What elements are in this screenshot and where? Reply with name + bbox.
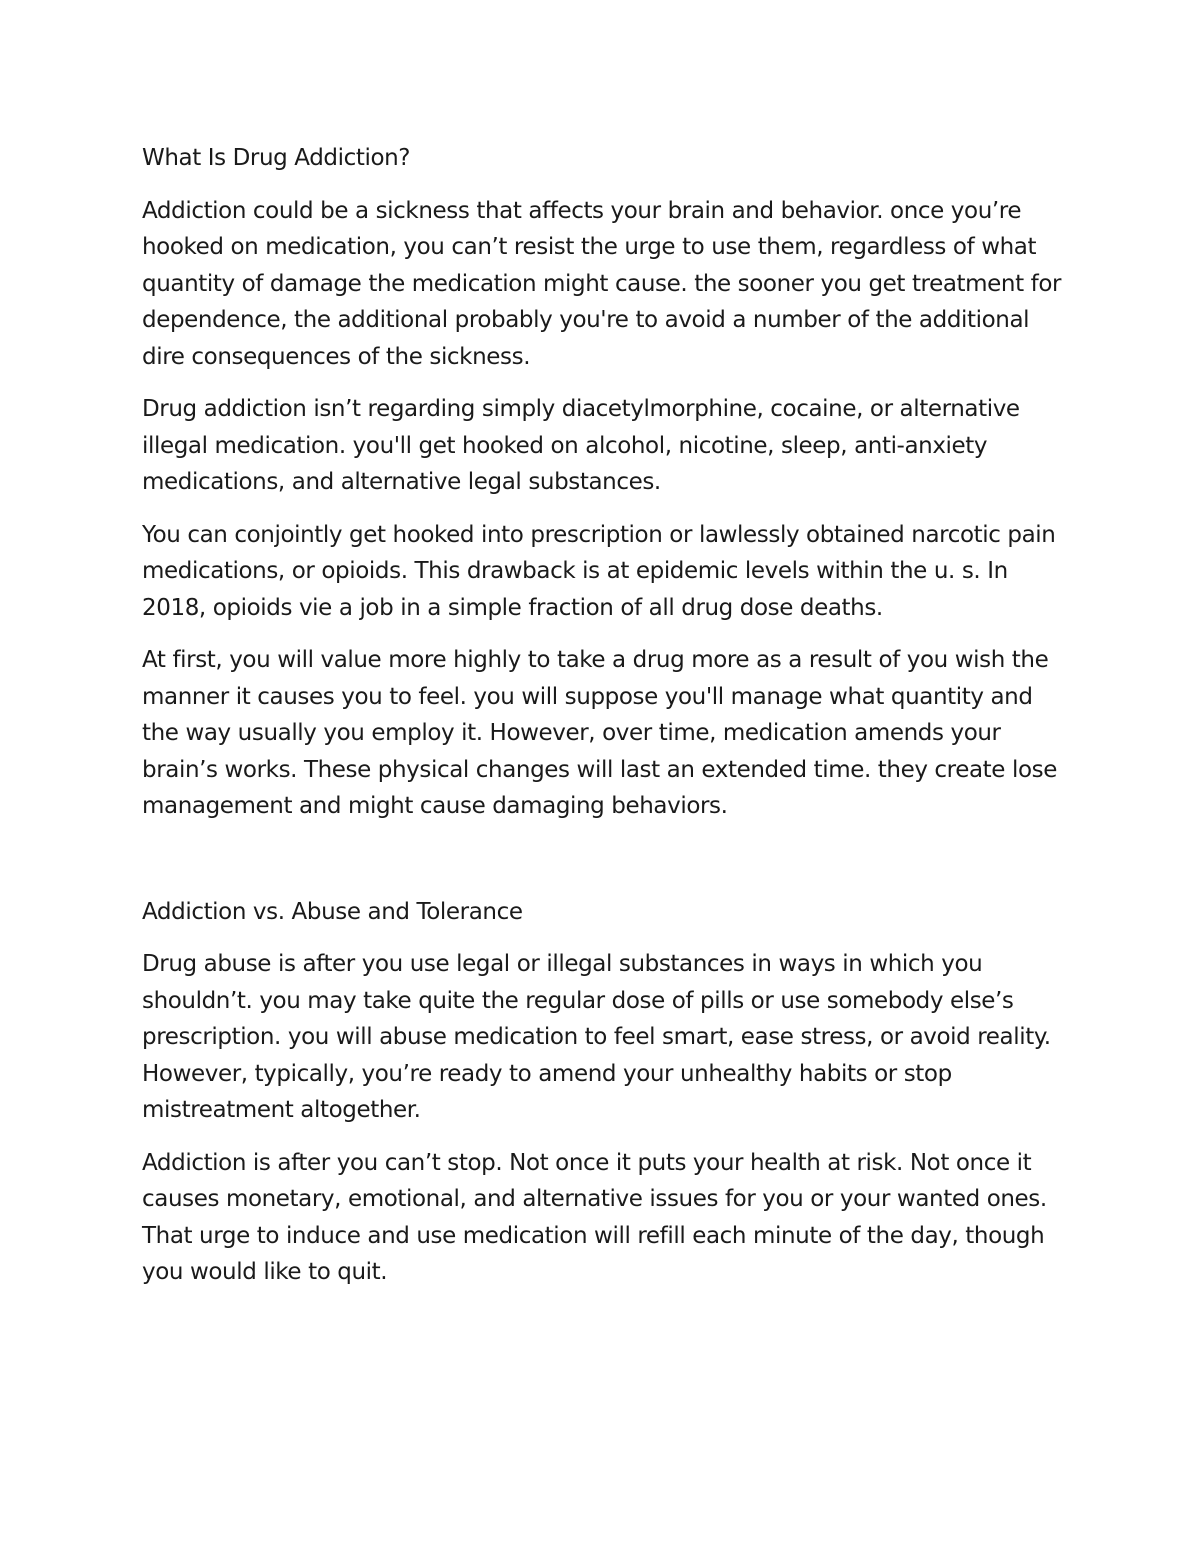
paragraph: At first, you will value more highly to take a drug more as a result of you wish the manner it causes you to feel. you will suppose you'll manage what quantity and the way usually you employ it. However, over time, medication amends your brain’s works. These physical changes will last an extended time. they create lose management and might cause damaging behaviors. [142,647,1057,819]
section-what-is-drug-addiction [142,140,1067,825]
document-page [142,140,1067,1307]
paragraph: Drug abuse is after you use legal or illegal substances in ways in which you shouldn’t. you may take quite the regular dose of pills or use somebody else’s prescription. you will abuse medication to feel smart, ease stress, or avoid reality. However, typically, you’re ready to amend your unhealthy habits or stop mistreatment altogether. [142,951,1051,1123]
paragraph: You can conjointly get hooked into prescription or lawlessly obtained narcotic pain medications, or opioids. This drawback is at epidemic levels within the u. s. In 2018, opioids vie a job in a simple fraction of all drug dose deaths. [142,521,1056,621]
section-heading: Addiction vs. Abuse and Tolerance [142,898,523,925]
paragraph: Addiction is after you can’t stop. Not once it puts your health at risk. Not once it causes monetary, emotional, and alternative issues for you or your wanted ones. That urge to induce and use medication will refill each minute of the day, though you would like to quit. [142,1149,1047,1285]
section-spacer [142,841,1067,894]
paragraph: Addiction could be a sickness that affects your brain and behavior. once you’re hooked on medication, you can’t resist the urge to use them, regardless of what quantity of damage the medication might cause. the sooner you get treatment for dependence, the additional probably you're to avoid a number of the additional dire consequences of the sickness. [142,197,1062,370]
section-addiction-vs-abuse [142,894,1067,1291]
paragraph: Drug addiction isn’t regarding simply diacetylmorphine, cocaine, or alternative illegal medication. you'll get hooked on alcohol, nicotine, sleep, anti-anxiety medications, and alternative legal substances. [142,396,1020,495]
section-heading: What Is Drug Addiction? [142,145,411,171]
